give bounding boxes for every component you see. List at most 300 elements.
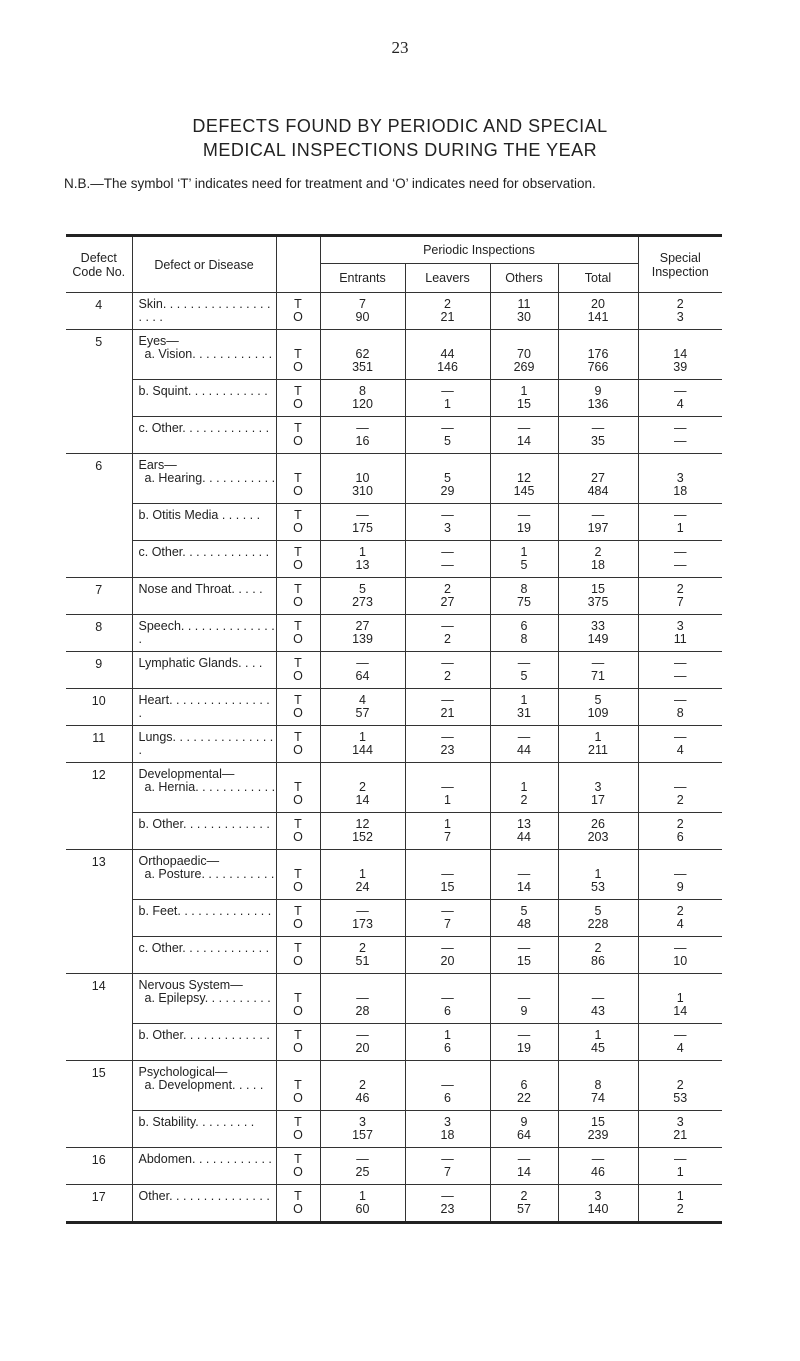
- defect-name-cell: [132, 504, 276, 541]
- defect-code: 12: [91, 768, 106, 782]
- table-row: [66, 850, 722, 900]
- defect-group: Orthopaedic—: [138, 854, 220, 868]
- symbol-cell: [276, 689, 320, 726]
- others-o-value: 8: [520, 632, 528, 646]
- treatment-symbol: T: [294, 582, 302, 596]
- symbol-cell: [276, 974, 320, 1024]
- special-t-value: —: [674, 421, 687, 435]
- leavers-t-value: —: [441, 1152, 454, 1166]
- symbol-cell: [276, 1061, 320, 1111]
- defect-code: [66, 417, 132, 454]
- special-o-value: —: [674, 669, 687, 683]
- special-cell: [638, 974, 722, 1024]
- defect-name: b. Other. . . . . . . . . . . . .: [138, 817, 270, 831]
- header-defect: Defect or Disease: [132, 236, 276, 293]
- entrants-o-value: 25: [355, 1165, 370, 1179]
- total-cell: [558, 454, 638, 504]
- observation-symbol: O: [293, 558, 303, 572]
- total-cell: [558, 652, 638, 689]
- table-row: [66, 1061, 722, 1111]
- total-cell: [558, 541, 638, 578]
- entrants-cell: [320, 293, 405, 330]
- defect-name: b. Stability. . . . . . . . .: [138, 1115, 255, 1129]
- special-t-value: 1: [676, 1189, 684, 1203]
- others-cell: [490, 652, 558, 689]
- total-cell: [558, 937, 638, 974]
- others-o-value: 44: [517, 743, 531, 757]
- entrants-o-value: 13: [355, 558, 370, 572]
- leavers-t-value: —: [441, 656, 454, 670]
- observation-symbol: O: [293, 632, 303, 646]
- others-t-value: 1: [520, 693, 528, 707]
- others-t-value: 1: [520, 384, 528, 398]
- defect-name-cell: [132, 974, 276, 1024]
- special-o-value: —: [674, 558, 687, 572]
- page-number: 23: [391, 38, 409, 57]
- special-o-value: 3: [676, 310, 684, 324]
- defect-name: Lymphatic Glands. . . .: [138, 656, 263, 670]
- defect-name: c. Other. . . . . . . . . . . . .: [138, 421, 270, 435]
- defect-name: c. Other. . . . . . . . . . . . .: [138, 545, 270, 559]
- defect-name-cell: [132, 900, 276, 937]
- others-cell: [490, 937, 558, 974]
- defect-code: 17: [66, 1185, 132, 1223]
- special-t-value: 3: [676, 471, 684, 485]
- others-t-value: 6: [520, 619, 528, 633]
- others-cell: [490, 900, 558, 937]
- symbol-cell: [276, 850, 320, 900]
- defect-code: [66, 1111, 132, 1148]
- entrants-t-value: 1: [359, 1189, 366, 1203]
- defect-name: b. Other. . . . . . . . . . . . .: [138, 1028, 270, 1042]
- others-o-value: 5: [520, 558, 528, 572]
- total-cell: [558, 1024, 638, 1061]
- others-o-value: 44: [517, 830, 531, 844]
- defect-group: Developmental—: [138, 767, 235, 781]
- leavers-o-value: 6: [444, 1041, 451, 1055]
- others-o-value: 2: [520, 793, 528, 807]
- leavers-o-value: 21: [440, 310, 455, 324]
- defect-name: c. Other. . . . . . . . . . . . .: [138, 941, 270, 955]
- others-o-value: 31: [517, 706, 531, 720]
- special-t-value: —: [674, 730, 687, 744]
- others-cell: [490, 726, 558, 763]
- total-o-value: 197: [587, 521, 609, 535]
- treatment-symbol: T: [294, 1028, 302, 1042]
- table-row: [66, 763, 722, 813]
- leavers-t-value: —: [441, 421, 454, 435]
- defect-code: 6: [95, 459, 103, 473]
- treatment-symbol: T: [294, 1115, 302, 1129]
- entrants-t-value: 2: [359, 780, 366, 794]
- entrants-cell: [320, 689, 405, 726]
- special-t-value: 2: [676, 1078, 684, 1092]
- entrants-cell: [320, 504, 405, 541]
- observation-symbol: O: [293, 1202, 303, 1216]
- others-o-value: 9: [520, 1004, 528, 1018]
- special-o-value: 9: [676, 880, 684, 894]
- header-total: Total: [558, 264, 638, 293]
- note-text: N.B.—The symbol ‘T’ indicates need for treatment and ‘O’ indicates need for observation.: [64, 176, 596, 191]
- treatment-symbol: T: [294, 1152, 302, 1166]
- observation-symbol: O: [293, 1128, 303, 1142]
- others-t-value: 13: [517, 817, 531, 831]
- defect-name: Abdomen. . . . . . . . . . . .: [138, 1152, 272, 1166]
- treatment-symbol: T: [294, 384, 302, 398]
- others-cell: [490, 1111, 558, 1148]
- special-t-value: 1: [676, 991, 684, 1005]
- defect-name: b. Feet. . . . . . . . . . . . . .: [138, 904, 272, 918]
- leavers-cell: [405, 689, 490, 726]
- defect-name-cell: [132, 330, 276, 380]
- total-o-value: 766: [587, 360, 609, 374]
- observation-symbol: O: [293, 954, 303, 968]
- entrants-o-value: 90: [355, 310, 370, 324]
- leavers-t-value: —: [441, 991, 454, 1005]
- defect-code: [66, 937, 132, 974]
- entrants-cell: [320, 1111, 405, 1148]
- symbol-cell: [276, 541, 320, 578]
- defect-name-cell: [132, 1148, 276, 1185]
- leavers-t-value: —: [441, 1189, 454, 1203]
- entrants-cell: [320, 974, 405, 1024]
- table-row: [66, 504, 722, 541]
- leavers-cell: [405, 454, 490, 504]
- special-cell: [638, 652, 722, 689]
- total-t-value: 2: [594, 941, 602, 955]
- special-t-value: —: [674, 693, 687, 707]
- defect-group: Psychological—: [138, 1065, 228, 1079]
- leavers-cell: [405, 937, 490, 974]
- special-t-value: —: [674, 941, 687, 955]
- symbol-cell: [276, 1148, 320, 1185]
- table-row: [66, 1111, 722, 1148]
- leavers-t-value: —: [441, 384, 454, 398]
- observation-symbol: O: [293, 484, 303, 498]
- leavers-o-value: 6: [444, 1004, 451, 1018]
- table-row: [66, 652, 722, 689]
- total-cell: [558, 578, 638, 615]
- entrants-cell: [320, 380, 405, 417]
- observation-symbol: O: [293, 1165, 303, 1179]
- special-o-value: 4: [676, 397, 684, 411]
- entrants-cell: [320, 417, 405, 454]
- entrants-t-value: 8: [359, 384, 366, 398]
- symbol-cell: [276, 937, 320, 974]
- special-t-value: —: [674, 867, 687, 881]
- treatment-symbol: T: [294, 941, 302, 955]
- table-row: [66, 293, 722, 330]
- defects-table-container: [66, 234, 722, 1224]
- special-cell: [638, 330, 722, 380]
- entrants-t-value: 62: [355, 347, 370, 361]
- treatment-symbol: T: [294, 780, 302, 794]
- defect-name: b. Otitis Media . . . . . .: [138, 508, 261, 522]
- special-t-value: —: [674, 545, 687, 559]
- defect-name: a. Posture. . . . . . . . . . .: [144, 867, 275, 881]
- entrants-o-value: 16: [355, 434, 370, 448]
- defect-code: 11: [66, 726, 132, 763]
- defect-name-cell: [132, 380, 276, 417]
- special-cell: [638, 504, 722, 541]
- entrants-o-value: 152: [352, 830, 373, 844]
- table-row: [66, 541, 722, 578]
- treatment-symbol: T: [294, 508, 302, 522]
- others-cell: [490, 578, 558, 615]
- leavers-t-value: 3: [444, 1115, 451, 1129]
- total-o-value: 203: [587, 830, 609, 844]
- special-cell: [638, 578, 722, 615]
- total-cell: [558, 615, 638, 652]
- total-o-value: 45: [591, 1041, 605, 1055]
- entrants-o-value: 57: [355, 706, 370, 720]
- others-cell: [490, 689, 558, 726]
- total-o-value: 239: [587, 1128, 609, 1142]
- entrants-t-value: —: [356, 1152, 369, 1166]
- entrants-t-value: 4: [359, 693, 366, 707]
- leavers-cell: [405, 763, 490, 813]
- total-cell: [558, 850, 638, 900]
- treatment-symbol: T: [294, 904, 302, 918]
- others-o-value: 14: [517, 880, 531, 894]
- observation-symbol: O: [293, 1004, 303, 1018]
- entrants-cell: [320, 330, 405, 380]
- leavers-t-value: —: [441, 941, 454, 955]
- special-o-value: 18: [673, 484, 688, 498]
- others-cell: [490, 541, 558, 578]
- observation-symbol: O: [293, 1091, 303, 1105]
- leavers-cell: [405, 900, 490, 937]
- defect-name: a. Hernia. . . . . . . . . . . .: [144, 780, 276, 794]
- total-t-value: 20: [591, 297, 605, 311]
- table-row: [66, 615, 722, 652]
- entrants-o-value: 144: [352, 743, 373, 757]
- total-cell: [558, 974, 638, 1024]
- entrants-cell: [320, 1024, 405, 1061]
- total-o-value: 17: [591, 793, 605, 807]
- others-cell: [490, 1185, 558, 1223]
- special-o-value: 11: [673, 632, 687, 646]
- entrants-o-value: 24: [355, 880, 370, 894]
- special-t-value: —: [674, 1152, 687, 1166]
- total-t-value: 8: [594, 1078, 602, 1092]
- special-o-value: 10: [673, 954, 688, 968]
- total-t-value: —: [591, 421, 605, 435]
- defect-name: Skin. . . . . . . . . . . . . . . . . . . .: [138, 297, 271, 324]
- defect-name-cell: [132, 813, 276, 850]
- header-entrants: Entrants: [320, 264, 405, 293]
- observation-symbol: O: [293, 360, 303, 374]
- others-o-value: 75: [517, 595, 531, 609]
- others-cell: [490, 763, 558, 813]
- others-t-value: 9: [520, 1115, 528, 1129]
- leavers-o-value: 2: [444, 669, 451, 683]
- special-cell: [638, 850, 722, 900]
- special-cell: [638, 813, 722, 850]
- entrants-t-value: 27: [355, 619, 370, 633]
- special-cell: [638, 541, 722, 578]
- treatment-symbol: T: [294, 421, 302, 435]
- leavers-t-value: —: [441, 693, 454, 707]
- total-o-value: 71: [591, 669, 605, 683]
- total-o-value: 109: [587, 706, 609, 720]
- table-row: [66, 689, 722, 726]
- special-o-value: 2: [676, 793, 684, 807]
- total-o-value: 53: [591, 880, 605, 894]
- total-cell: [558, 330, 638, 380]
- leavers-o-value: 18: [440, 1128, 455, 1142]
- others-o-value: 48: [517, 917, 531, 931]
- others-cell: [490, 1024, 558, 1061]
- special-cell: [638, 417, 722, 454]
- leavers-t-value: 2: [444, 582, 451, 596]
- leavers-t-value: —: [441, 545, 454, 559]
- others-t-value: —: [517, 941, 531, 955]
- others-cell: [490, 1148, 558, 1185]
- entrants-o-value: 120: [352, 397, 373, 411]
- special-o-value: 21: [673, 1128, 688, 1142]
- others-cell: [490, 504, 558, 541]
- entrants-o-value: 310: [352, 484, 373, 498]
- entrants-t-value: 5: [359, 582, 366, 596]
- table-row: [66, 380, 722, 417]
- symbol-cell: [276, 763, 320, 813]
- defect-name-cell: [132, 937, 276, 974]
- special-o-value: 4: [676, 743, 684, 757]
- symbol-cell: [276, 615, 320, 652]
- symbol-cell: [276, 1111, 320, 1148]
- treatment-symbol: T: [294, 297, 302, 311]
- special-o-value: —: [674, 434, 687, 448]
- special-o-value: 4: [676, 1041, 684, 1055]
- defect-name-cell: [132, 454, 276, 504]
- title-line-1: DEFECTS FOUND BY PERIODIC AND SPECIAL: [192, 116, 608, 136]
- treatment-symbol: T: [294, 656, 302, 670]
- total-t-value: 5: [594, 904, 602, 918]
- defect-name: Speech. . . . . . . . . . . . . . .: [138, 619, 275, 646]
- defect-code: 14: [91, 979, 106, 993]
- others-t-value: —: [517, 867, 531, 881]
- entrants-cell: [320, 615, 405, 652]
- total-cell: [558, 1061, 638, 1111]
- special-cell: [638, 1148, 722, 1185]
- entrants-o-value: 273: [352, 595, 373, 609]
- entrants-t-value: —: [356, 656, 369, 670]
- leavers-t-value: —: [441, 1078, 454, 1092]
- leavers-t-value: 5: [444, 471, 451, 485]
- leavers-o-value: —: [441, 558, 454, 572]
- table-row: [66, 974, 722, 1024]
- header-code: Defect Code No.: [66, 236, 132, 293]
- special-cell: [638, 689, 722, 726]
- special-t-value: 3: [676, 619, 684, 633]
- total-t-value: —: [591, 991, 605, 1005]
- defect-group: Eyes—: [138, 334, 179, 348]
- entrants-o-value: 173: [352, 917, 373, 931]
- symbol-cell: [276, 726, 320, 763]
- entrants-cell: [320, 578, 405, 615]
- total-t-value: 9: [594, 384, 602, 398]
- entrants-o-value: 351: [352, 360, 373, 374]
- leavers-o-value: 1: [444, 793, 451, 807]
- symbol-cell: [276, 1185, 320, 1223]
- leavers-t-value: —: [441, 508, 454, 522]
- observation-symbol: O: [293, 743, 303, 757]
- total-t-value: 15: [591, 582, 605, 596]
- defect-code: [66, 813, 132, 850]
- special-cell: [638, 1024, 722, 1061]
- leavers-t-value: —: [441, 619, 454, 633]
- entrants-t-value: 12: [355, 817, 370, 831]
- defect-code: 9: [66, 652, 132, 689]
- defect-name-cell: [132, 850, 276, 900]
- others-t-value: 8: [520, 582, 528, 596]
- header-leavers: Leavers: [405, 264, 490, 293]
- entrants-t-value: 2: [359, 1078, 366, 1092]
- total-t-value: 1: [594, 730, 602, 744]
- others-cell: [490, 454, 558, 504]
- leavers-cell: [405, 1024, 490, 1061]
- table-row: [66, 937, 722, 974]
- treatment-symbol: T: [294, 693, 302, 707]
- defect-code: 15: [91, 1066, 106, 1080]
- total-cell: [558, 1148, 638, 1185]
- special-t-value: 2: [676, 904, 684, 918]
- treatment-symbol: T: [294, 991, 302, 1005]
- defect-name-cell: [132, 689, 276, 726]
- leavers-o-value: 146: [437, 360, 458, 374]
- special-t-value: —: [674, 780, 687, 794]
- entrants-o-value: 20: [355, 1041, 370, 1055]
- special-o-value: 53: [673, 1091, 688, 1105]
- special-t-value: —: [674, 1028, 687, 1042]
- others-o-value: 15: [517, 954, 531, 968]
- leavers-o-value: 21: [440, 706, 455, 720]
- special-t-value: —: [674, 508, 687, 522]
- special-cell: [638, 900, 722, 937]
- entrants-cell: [320, 937, 405, 974]
- header-periodic: Periodic Inspections: [320, 236, 638, 264]
- leavers-cell: [405, 504, 490, 541]
- entrants-o-value: 64: [355, 669, 370, 683]
- table-row: [66, 1024, 722, 1061]
- others-cell: [490, 850, 558, 900]
- header-others: Others: [490, 264, 558, 293]
- others-t-value: —: [517, 1028, 531, 1042]
- defect-name-cell: [132, 417, 276, 454]
- entrants-o-value: 157: [352, 1128, 373, 1142]
- others-t-value: 11: [517, 297, 531, 311]
- entrants-cell: [320, 900, 405, 937]
- total-o-value: 35: [591, 434, 605, 448]
- entrants-cell: [320, 1061, 405, 1111]
- total-cell: [558, 417, 638, 454]
- defect-code: [66, 541, 132, 578]
- defect-code: [66, 380, 132, 417]
- defect-code: 10: [66, 689, 132, 726]
- table-row: [66, 417, 722, 454]
- leavers-cell: [405, 1061, 490, 1111]
- leavers-cell: [405, 974, 490, 1024]
- others-cell: [490, 417, 558, 454]
- others-o-value: 14: [517, 1165, 531, 1179]
- others-o-value: 64: [517, 1128, 531, 1142]
- special-o-value: 4: [676, 917, 684, 931]
- symbol-cell: [276, 330, 320, 380]
- leavers-o-value: 23: [440, 743, 455, 757]
- defect-name: a. Development. . . . .: [144, 1078, 264, 1092]
- defects-table: [66, 234, 722, 1224]
